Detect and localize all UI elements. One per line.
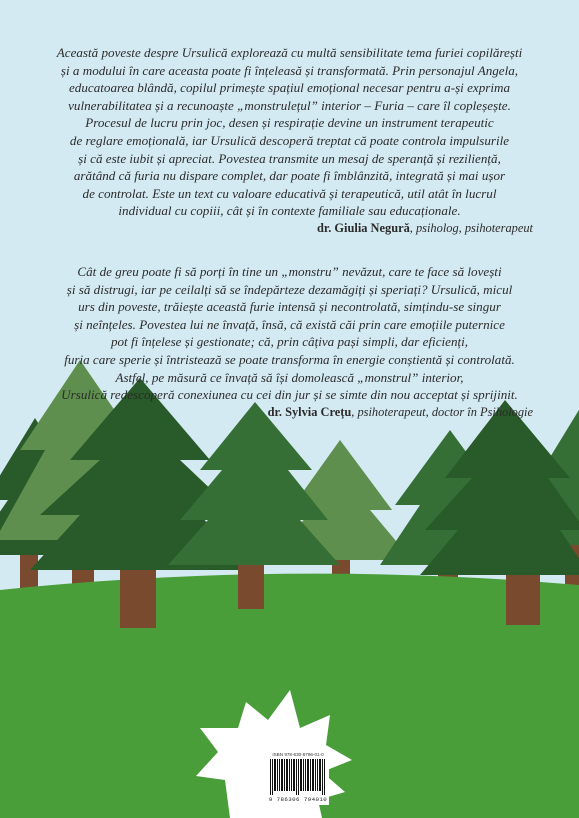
review-1-text — [22, 44, 557, 220]
review-1-author-name: dr. Giulia Negură — [316, 220, 410, 235]
review-line: arătând că furia nu dispare complet, dar poate fi îmblânzită, integrată și mai ușor — [73, 168, 506, 184]
review-line: și neînțeles. Povestea lui ne învață, însă, că există căi prin care emoțiile puternice — [74, 316, 505, 332]
review-line: Această poveste despre Ursulică explorează cu multă sensibilitate tema furiei copilărești — [56, 45, 523, 60]
review-2-text — [22, 263, 557, 404]
review-line: de reglare emoțională, iar Ursulică descoperă treptat că poate controla impulsurile — [69, 132, 510, 148]
review-line: pot fi înțelese și gestionate; că, prin câțiva pași simpli, dar eficienți, — [110, 334, 469, 350]
review-line: vulnerabilitatea și a recunoaște „monstrulețul” interior – Furia – care îl copleșește. — [68, 97, 511, 113]
review-line: Cât de greu poate fi să porți în tine un „monstru” nevăzut, care te face să lovești — [77, 264, 502, 279]
review-line: individual cu copiii, cât și în contexte familiale sau educaționale. — [118, 203, 461, 219]
review-line: educatoarea blândă, copilul primește spațiul emoțional necesar pentru a-și exprima — [69, 80, 510, 96]
review-line: urs din poveste, trăiește această furie intensă și necontrolată, simțindu-se singur — [78, 299, 501, 315]
review-line: Ursulică redescoperă conexiunea cu cei din jur și se simte din nou acceptat și sprijinit. — [61, 387, 518, 403]
review-line: de controlat. Este un text cu valoare educativă și terapeutică, util atât în lucrul — [82, 185, 497, 201]
review-1-author-title: , psiholog, psihoterapeut — [409, 220, 533, 235]
review-2-signature — [22, 404, 557, 422]
review-line: și a modului în care aceasta poate fi înțeleasă și transformată. Prin personajul Angela, — [60, 62, 519, 78]
isbn-number: ISBN 978-630-6796-01-0 — [272, 752, 324, 757]
review-1-signature — [22, 220, 557, 238]
review-1 — [22, 44, 557, 238]
review-line: Astfel, pe măsură ce învață să își domolească „monstrul” interior, — [115, 369, 464, 385]
review-2-author-name: dr. Sylvia Crețu — [267, 404, 352, 419]
review-2-author-title: , psihoterapeut, doctor în Psihologie — [351, 404, 533, 419]
review-line: și că este iubit și apreciat. Povestea transmite un mesaj de speranță și reziliență, — [78, 150, 501, 166]
barcode-bars-icon — [270, 759, 326, 795]
review-2 — [22, 263, 557, 421]
review-line: și să distrugi, iar pe ceilalți să se îndepărteze dezamăgiți și speriați? Ursulică, micul — [66, 281, 513, 297]
review-line: furia care sperie și întristează se poate transforma în energie conștientă și controlată. — [64, 351, 515, 367]
isbn-barcode — [266, 748, 329, 805]
barcode-digits: 9 786306 794010 — [268, 796, 328, 803]
review-line: Procesul de lucru prin joc, desen și respirație devine un instrument terapeutic — [85, 115, 494, 131]
